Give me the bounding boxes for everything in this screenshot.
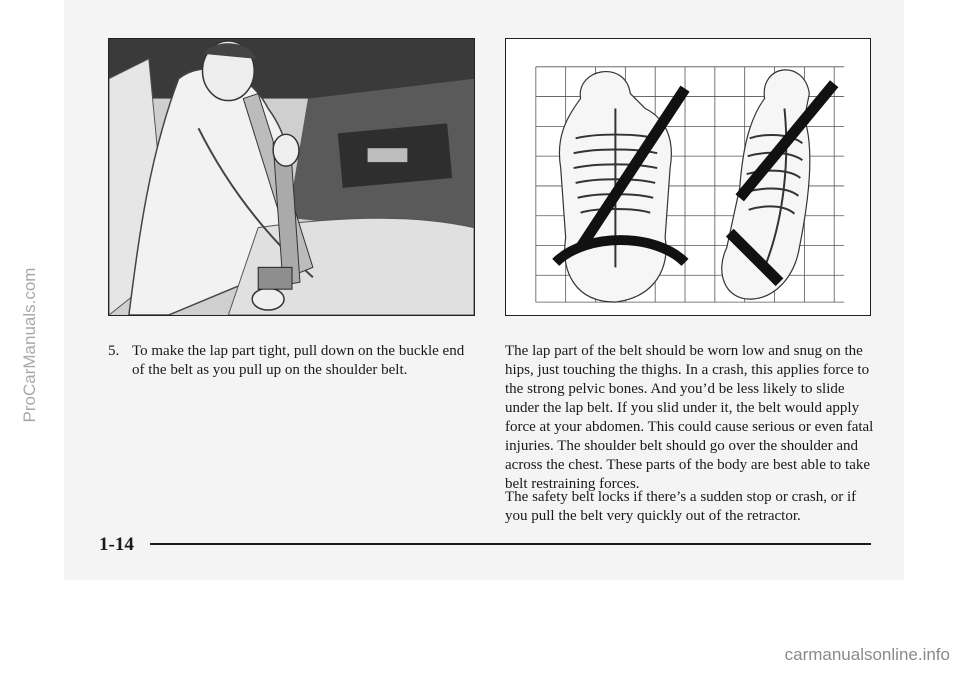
illustration-skeleton-belt-position: [505, 38, 871, 316]
paragraph-belt-locks: The safety belt locks if there’s a sudden stop or crash, or if you pull the belt very quickly out of the retractor.: [505, 489, 857, 524]
step-5: [108, 342, 478, 380]
skeleton-belt-drawing: [506, 39, 870, 315]
paragraph-lap-belt-position: The lap part of the belt should be worn low and snug on the hips, just touching the thighs. In a crash, this applies force to the strong pelvic bones. And you’d be less likely to slide under the lap belt. If you slid under it, the belt would apply force at your abdomen. This could cause serious or even fatal injuries. The shoulder belt should go over the shoulder and across the chest. These parts of the body are best able to take belt restraining forces.: [505, 343, 874, 492]
illustration-man-tightening-lap-belt: [108, 38, 475, 316]
step-number: 5.: [108, 343, 120, 359]
footer-rule: [150, 543, 871, 545]
watermark-procarmanuals: ProCarManuals.com: [20, 267, 39, 423]
step-text: To make the lap part tight, pull down on the buckle end of the belt as you pull up on the shoulder belt.: [132, 343, 465, 378]
watermark-carmanualsonline: carmanualsonline.info: [784, 645, 950, 664]
seatbelt-buckling-drawing: [109, 39, 474, 315]
page-number: 1-14: [99, 534, 134, 555]
